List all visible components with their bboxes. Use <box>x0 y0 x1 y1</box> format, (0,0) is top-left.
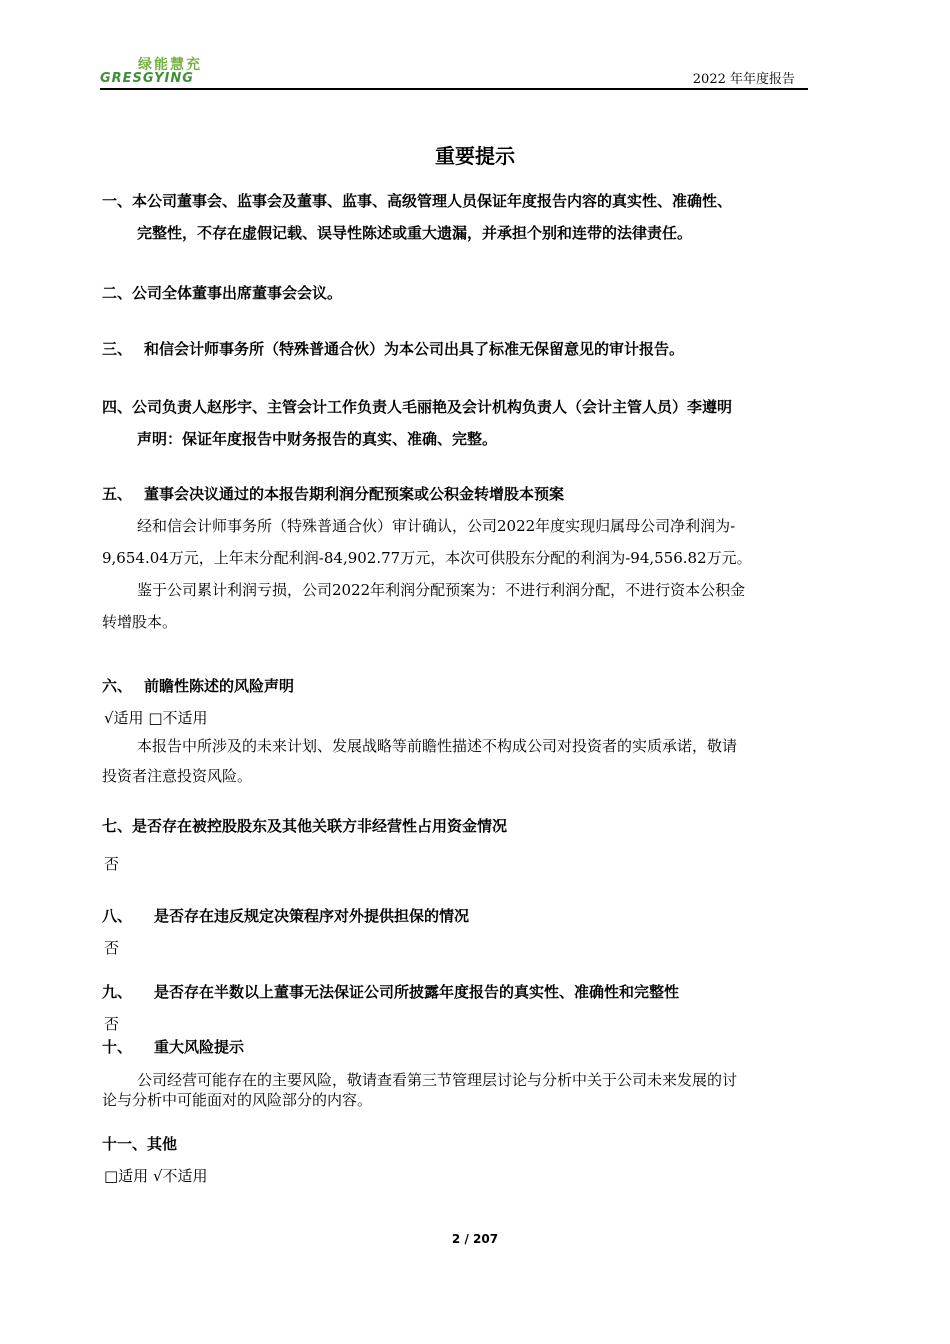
logo-chinese-text: 绿能慧充 <box>138 57 202 73</box>
section-5-para-2-line-1: 鉴于公司累计利润亏损，公司2022年利润分配预案为：不进行利润分配，不进行资本公积金 <box>137 581 746 599</box>
section-9-answer: 否 <box>104 1015 120 1033</box>
section-6-para-line-2: 投资者注意投资风险。 <box>102 767 253 785</box>
section-4-line-1: 四、公司负责人赵彤宇、主管会计工作负责人毛丽艳及会计机构负责人（会计主管人员）李遵明 <box>102 398 733 416</box>
section-9-heading: 是否存在半数以上董事无法保证公司所披露年度报告的真实性、准确性和完整性 <box>154 983 680 1001</box>
section-3-number: 三、 <box>102 340 133 358</box>
company-logo <box>100 54 210 88</box>
section-5-para-1-line-1: 经和信会计师事务所（特殊普通合伙）审计确认，公司2022年度实现归属母公司净利润为- <box>137 517 736 535</box>
section-10-para-line-1: 公司经营可能存在的主要风险，敬请查看第三节管理层讨论与分析中关于公司未来发展的讨 <box>137 1071 738 1089</box>
page-title: 重要提示 <box>435 144 515 168</box>
section-11-heading: 十一、其他 <box>102 1135 178 1153</box>
section-3-text: 和信会计师事务所（特殊普通合伙）为本公司出具了标准无保留意见的审计报告。 <box>144 340 685 358</box>
section-11-applicable-options: □适用 √不适用 <box>104 1167 208 1185</box>
page-number: 2 / 207 <box>451 1232 499 1246</box>
section-6-para-line-1: 本报告中所涉及的未来计划、发展战略等前瞻性描述不构成公司对投资者的实质承诺，敬请 <box>137 737 738 755</box>
section-8-heading: 是否存在违反规定决策程序对外提供担保的情况 <box>154 907 470 925</box>
section-7-heading: 七、是否存在被控股股东及其他关联方非经营性占用资金情况 <box>102 817 508 835</box>
section-5-heading: 董事会决议通过的本报告期利润分配预案或公积金转增股本预案 <box>144 485 565 503</box>
report-title: 2022 年年度报告 <box>692 72 795 87</box>
section-1-line-1: 一、本公司董事会、监事会及董事、监事、高级管理人员保证年度报告内容的真实性、准确性、 <box>102 192 733 210</box>
section-7-answer: 否 <box>104 855 120 873</box>
section-10-number: 十、 <box>102 1038 133 1056</box>
section-6-number: 六、 <box>102 677 133 695</box>
section-10-heading: 重大风险提示 <box>154 1038 245 1056</box>
section-5-number: 五、 <box>102 485 133 503</box>
section-8-answer: 否 <box>104 939 120 957</box>
section-6-heading: 前瞻性陈述的风险声明 <box>144 677 295 695</box>
section-4-line-2: 声明：保证年度报告中财务报告的真实、准确、完整。 <box>137 430 498 448</box>
section-8-number: 八、 <box>102 907 133 925</box>
section-6-applicable-options: √适用 □不适用 <box>104 709 208 727</box>
section-5-para-1-line-2: 9,654.04万元，上年末分配利润-84,902.77万元，本次可供股东分配的利润为-94,556.82万元。 <box>102 549 752 567</box>
header-divider <box>100 88 808 90</box>
logo-english-text: GRESGYING <box>100 71 194 86</box>
section-9-number: 九、 <box>102 983 133 1001</box>
section-5-para-2-line-2: 转增股本。 <box>102 613 178 631</box>
section-1-line-2: 完整性，不存在虚假记载、误导性陈述或重大遗漏，并承担个别和连带的法律责任。 <box>137 224 693 242</box>
section-2: 二、公司全体董事出席董事会会议。 <box>102 284 343 302</box>
section-10-para-line-2: 论与分析中可能面对的风险部分的内容。 <box>102 1091 373 1109</box>
